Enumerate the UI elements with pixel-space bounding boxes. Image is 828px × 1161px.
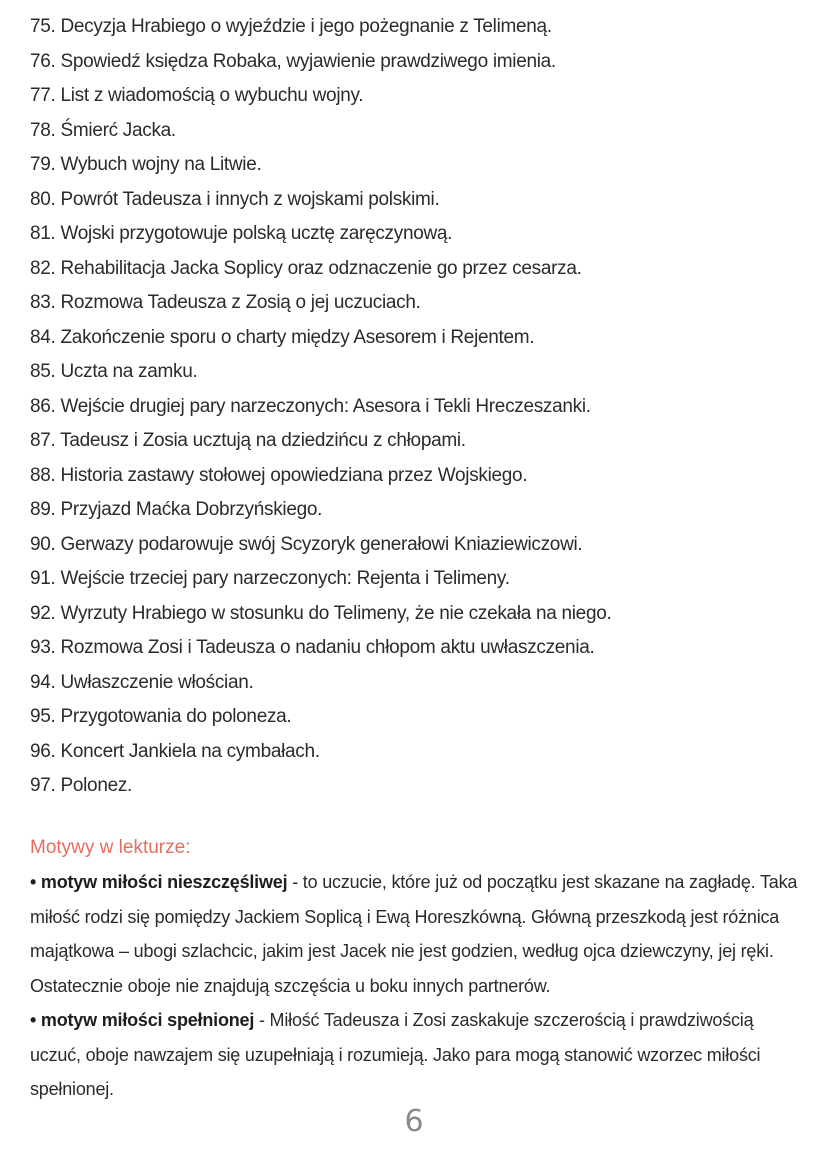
plot-item: 80. Powrót Tadeusza i innych z wojskami polskimi. <box>30 188 440 210</box>
motif-title: • motyw miłości spełnionej <box>30 1010 255 1030</box>
page-number: 6 <box>404 1104 424 1139</box>
plot-item: 91. Wejście trzeciej pary narzeczonych: Rejenta i Telimeny. <box>30 568 510 589</box>
plot-item: 82. Rehabilitacja Jacka Soplicy oraz odznaczenie go przez cesarza. <box>30 257 582 279</box>
plot-item: 85. Uczta na zamku. <box>30 361 198 382</box>
plot-item: 77. List z wiadomością o wybuchu wojny. <box>30 85 364 106</box>
motif-fulfilled-love <box>30 1003 805 1107</box>
motifs-heading: Motywy w lekturze: <box>30 837 191 858</box>
plot-item: 95. Przygotowania do poloneza. <box>30 706 292 727</box>
plot-list <box>30 10 828 804</box>
plot-item: 75. Decyzja Hrabiego o wyjeździe i jego pożegnanie z Telimeną. <box>30 16 552 37</box>
plot-item: 97. Polonez. <box>30 775 133 796</box>
plot-item: 79. Wybuch wojny na Litwie. <box>30 154 262 175</box>
plot-item: 83. Rozmowa Tadeusza z Zosią o jej uczuciach. <box>30 292 421 313</box>
plot-item: 76. Spowiedź księdza Robaka, wyjawienie prawdziwego imienia. <box>30 50 556 72</box>
plot-item: 90. Gerwazy podarowuje swój Scyzoryk generałowi Kniaziewiczowi. <box>30 533 583 555</box>
plot-item: 89. Przyjazd Maćka Dobrzyńskiego. <box>30 499 323 520</box>
motif-title: • motyw miłości nieszczęśliwej <box>30 872 288 892</box>
plot-item: 86. Wejście drugiej pary narzeczonych: Asesora i Tekli Hreczeszanki. <box>30 395 591 417</box>
plot-item: 96. Koncert Jankiela na cymbałach. <box>30 740 320 762</box>
plot-item: 78. Śmierć Jacka. <box>30 119 176 141</box>
motif-description: - Miłość Tadeusza i Zosi zaskakuje szczerością i prawdziwością uczuć, oboje nawzajem się uzupełniają i rozumieją. Jako para mogą stanowić wzorzec miłości spełnionej. <box>30 1010 761 1099</box>
motifs-section <box>30 833 805 1107</box>
plot-item: 94. Uwłaszczenie włościan. <box>30 671 254 693</box>
plot-item: 81. Wojski przygotowuje polską ucztę zaręczynową. <box>30 223 453 244</box>
plot-item: 84. Zakończenie sporu o charty między Asesorem i Rejentem. <box>30 326 535 348</box>
plot-item: 92. Wyrzuty Hrabiego w stosunku do Telimeny, że nie czekała na niego. <box>30 602 612 624</box>
plot-item: 88. Historia zastawy stołowej opowiedziana przez Wojskiego. <box>30 464 528 486</box>
motif-description: - to uczucie, które już od początku jest skazane na zagładę. Taka miłość rodzi się pomiędzy Jackiem Soplicą i Ewą Horeszkówną. Główną przeszkodą jest różnica majątkowa – ubogi szlachcic, jakim jest Jacek nie jest godzien, według ojca dziewczyny, jej ręki. Ostatecznie oboje nie znajdują szczęścia u boku innych partnerów. <box>30 872 798 996</box>
plot-item: 87. Tadeusz i Zosia ucztują na dziedzińcu z chłopami. <box>30 430 466 451</box>
plot-item: 93. Rozmowa Zosi i Tadeusza o nadaniu chłopom aktu uwłaszczenia. <box>30 637 595 658</box>
motif-unhappy-love <box>30 865 805 1003</box>
